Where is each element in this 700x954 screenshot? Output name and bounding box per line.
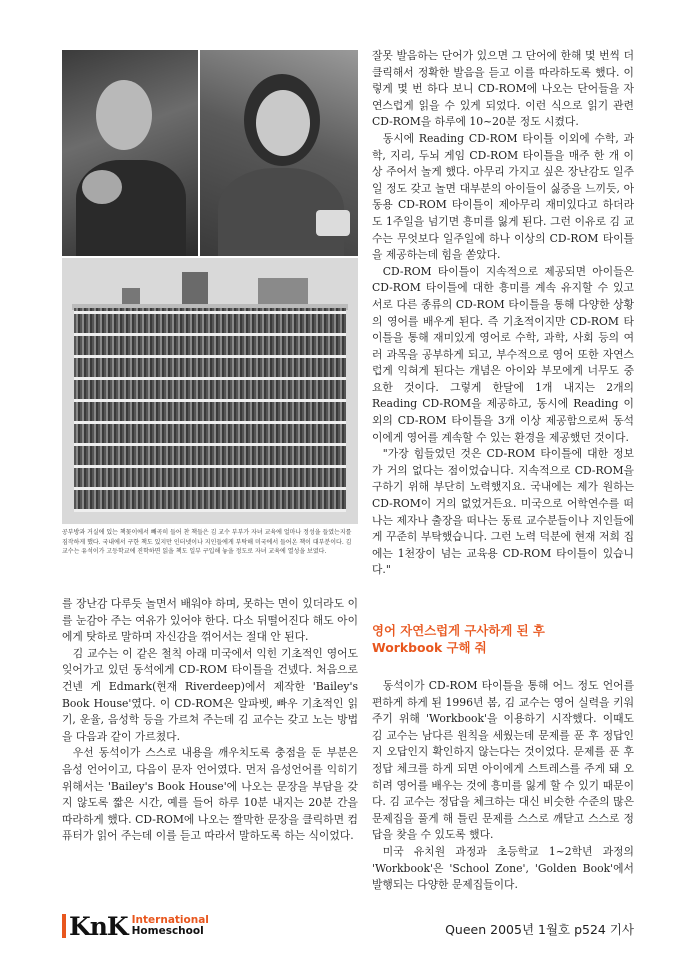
paragraph: 동시에 Reading CD-ROM 타이틀 이외에 수학, 과학, 지리, 두뇌 게임 CD-ROM 타이틀을 매주 한 개 이상 주어서 놀게 했다. 아무리 가지고 싶은 장난감도 일주일 정도 갖고 놀면 대부분의 아이들이 싫증을 느끼듯, 아동용 CD-ROM 타이틀이 제아무리 재미있다고 하더라도 1주일을 넘기면 흥미를 잃게 된다. 그런 이유로 김 교수는 무엇보다 일주일에 하나 이상의 CD-ROM 타이틀을 제공하는데 힘을 쏟았다. (372, 131, 634, 262)
logo-line-international: International (131, 914, 209, 926)
quote-paragraph: "가장 힘들었던 것은 CD-ROM 타이틀에 대한 정보가 거의 없다는 점이었습니다. 지속적으로 CD-ROM을 구하기 위해 부단히 노력했지요. 국내에는 제가 원하는 CD-ROM이 거의 없었거든요. 미국으로 어학연수를 떠나는 제자나 출장을 떠나는 동료 교수분들이나 지인들에게 꾸준히 부탁했습니다. 그런 노력 덕분에 현재 저희 집에는 1천장이 넘는 교육용 CD-ROM 타이틀이 있습니다." (372, 447, 634, 577)
paragraph: 를 장난감 다루듯 놀면서 배워야 하며, 못하는 면이 있더라도 이를 눈감아 주는 여유가 있어야 한다. 다소 뒤떨어진다 해도 아이에게 탓하로 말하며 자신감을 꺾어서는 절대 안 된다. (62, 597, 358, 644)
knk-logo (62, 912, 209, 940)
photo-caption: 공부방과 거실에 있는 책꽂이에서 빼곡히 들어 찬 책들은 김 교수 부부가 자녀 교육에 얼마나 정성을 들였는지를 짐작하게 했다. 국내에서 구한 책도 있지만 인터넷이나 지인들에게 부탁해 미국에서 들어온 책이 대부분이다. 김 교수는 유석이가 고등학교에 진학하면 읽을 책도 일부 구입해 놓을 정도로 자녀 교육에 열성을 보였다. (62, 529, 352, 555)
logo-accent-bar (62, 914, 66, 938)
photo-bookshelf (62, 258, 358, 524)
left-column (62, 596, 358, 845)
right-column (372, 48, 634, 579)
paragraph: CD-ROM 타이틀이 지속적으로 제공되면 아이들은 CD-ROM 타이틀에 대한 흥미를 계속 유지할 수 있고 서로 다른 종류의 CD-ROM 타이틀을 통해 다양한 상황의 영어를 배우게 된다. 즉 기초적이지만 CD-ROM 타이틀을 통해 재미있게 영어로 수학, 과학, 사회 등의 여러 과목을 공부하게 되고, 부수적으로 영어 또한 자연스럽게 익혀게 된다는 개념은 아이와 부모에게 너무도 중요한 것이다. 그렇게 한달에 1개 내지는 2개의 Reading CD-ROM을 제공하고, 동시에 Reading 이외의 CD-ROM 타이틀을 3개 이상 제공함으로써 동석이에게 영어를 계속할 수 있는 환경을 제공했던 것이다. (372, 264, 634, 444)
source-reference: Queen 2005년 1월호 p524 기사 (445, 922, 634, 937)
section-heading (372, 622, 634, 656)
paragraph: 동석이가 CD-ROM 타이틀을 통해 어느 정도 언어를 편하게 하게 된 1996년 봄, 김 교수는 영어 실력을 키워 주기 위해 'Workbook'을 이용하기 시작했다. 이때도 김 교수는 남다른 원칙을 세웠는데 문제를 푼 후 정답인지 오답인지 확인하지 않는다는 것이었다. 문제를 푼 후 정답 체크를 하게 되면 아이에게 스트레스를 주게 돼 오히려 영어를 배우는 것에 흥미를 잃게 할 수 있기 때문이다. 김 교수는 정답을 체크하는 대신 비슷한 수준의 많은 문제집을 풀게 해 틀린 문제를 스스로 깨닫고 스스로 정답을 찾을 수 있도록 했다. (372, 679, 634, 842)
section-heading-line2: Workbook 구해 줘 (372, 640, 487, 655)
paragraph: 김 교수는 이 같은 철칙 아래 미국에서 익힌 기초적인 영어도 잊어가고 있던 동석에게 CD-ROM 타이틀을 건넸다. 처음으로 건넨 게 Edmark(현재 Riverdeep)에서 제작한 'Bailey's Book House'였다. 이 CD-ROM은 알파벳, 빠우 기초적인 읽기, 운율, 음성학 등을 가르쳐 주는데 김 교수는 갖고 노는 방법을 다음과 같이 가르쳤다. (62, 646, 358, 743)
logo-subtitle (132, 915, 209, 937)
photo-professor-woman (200, 50, 358, 256)
photo-professor-man (62, 50, 198, 256)
section-heading-line1: 영어 자연스럽게 구사하게 된 후 (372, 623, 545, 638)
right-column-section (372, 678, 634, 894)
paragraph: 잘못 발음하는 단어가 있으면 그 단어에 한해 몇 번씩 더 클릭해서 정확한 발음을 듣고 이를 따라하도록 했다. 이렇게 몇 번 하다 보니 CD-ROM에 나오는 단어들을 자연스럽게 읽을 수 있게 되었다. 이런 식으로 읽기 관련 CD-ROM을 하루에 10~20분 정도 시켰다. (372, 49, 634, 129)
logo-line-homeschool: Homeschool (131, 925, 204, 937)
logo-main-text: KnK (69, 911, 128, 941)
paragraph: 우선 동석이가 스스로 내용을 깨우치도록 충점을 둔 부분은 음성 언어이고, 다음이 문자 언어였다. 먼저 음성언어를 익히기 위해서는 'Bailey's Book House'에 나오는 문장을 부담을 갖지 않도록 짧은 시간, 예를 들어 하루 10분 내지는 20분 간을 따라하게 했다. CD-ROM에 나오는 짤막한 문장을 클릭하면 컴퓨터가 읽어 주는데 이를 듣고 따라서 말하도록 하는 식이었다. (62, 746, 358, 843)
paragraph: 미국 유치원 과정과 초등학교 1~2학년 과정의 'Workbook'은 'School Zone', 'Golden Book'에서 발행되는 다양한 문제집들이다. (372, 844, 634, 892)
